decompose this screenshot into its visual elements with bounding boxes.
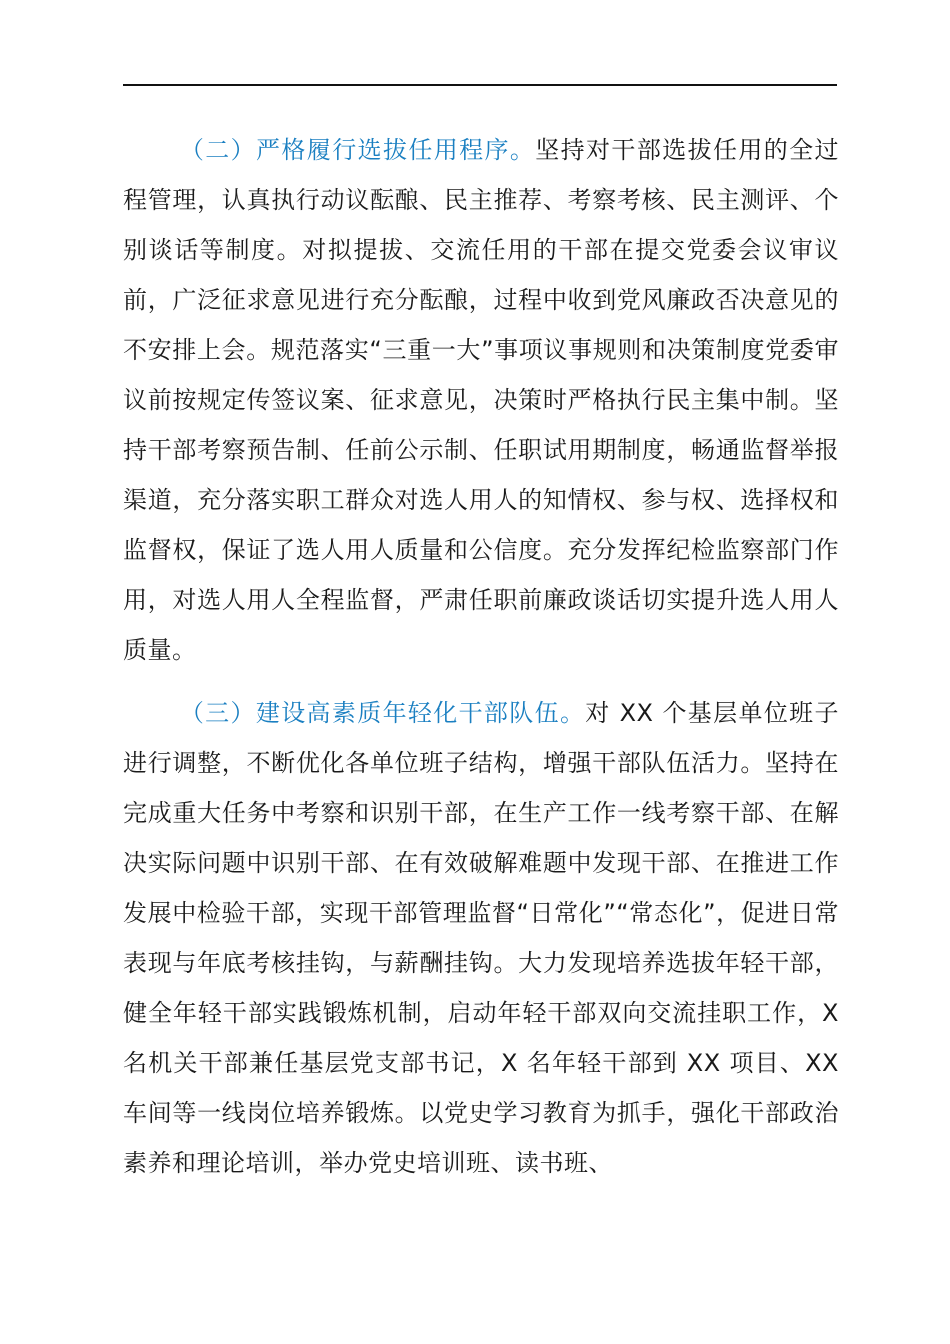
section-3-body: 对 XX 个基层单位班子进行调整，不断优化各单位班子结构，增强干部队伍活力。坚持在完成重大任务中考察和识别干部，在生产工作一线考察干部、在解决实际问题中识别干部、在有效破解难题中发现干部、在推进工作发展中检验干部，实现干部管理监督“日常化”“常态化”，促进日常表现与年底考核挂钩，与薪酬挂钩。大力发现培养选拔年轻干部，健全年轻干部实践锻炼机制，启动年轻干部双向交流挂职工作，X 名机关干部兼任基层党支部书记，X 名年轻干部到 XX 项目、XX 车间等一线岗位培养锻炼。以党史学习教育为抓手，强化干部政治素养和理论培训，举办党史培训班、读书班、: [123, 699, 840, 1177]
paragraph-section-2: [123, 125, 839, 675]
paragraph-section-3: [123, 688, 839, 1188]
section-2-body: 坚持对干部选拔任用的全过程管理，认真执行动议酝酿、民主推荐、考察考核、民主测评、个别谈话等制度。对拟提拔、交流任用的干部在提交党委会议审议前，广泛征求意见进行充分酝酿，过程中收到党风廉政否决意见的不安排上会。规范落实“三重一大”事项议事规则和决策制度党委审议前按规定传签议案、征求意见，决策时严格执行民主集中制。坚持干部考察预告制、任前公示制、任职试用期制度，畅通监督举报渠道，充分落实职工群众对选人用人的知情权、参与权、选择权和监督权，保证了选人用人质量和公信度。充分发挥纪检监察部门作用，对选人用人全程监督，严肃任职前廉政谈话切实提升选人用人质量。: [123, 136, 840, 664]
header-rule: [123, 84, 837, 86]
section-2-heading: （二）严格履行选拔任用程序。: [179, 136, 536, 164]
section-3-heading: （三）建设高素质年轻化干部队伍。: [179, 699, 586, 727]
